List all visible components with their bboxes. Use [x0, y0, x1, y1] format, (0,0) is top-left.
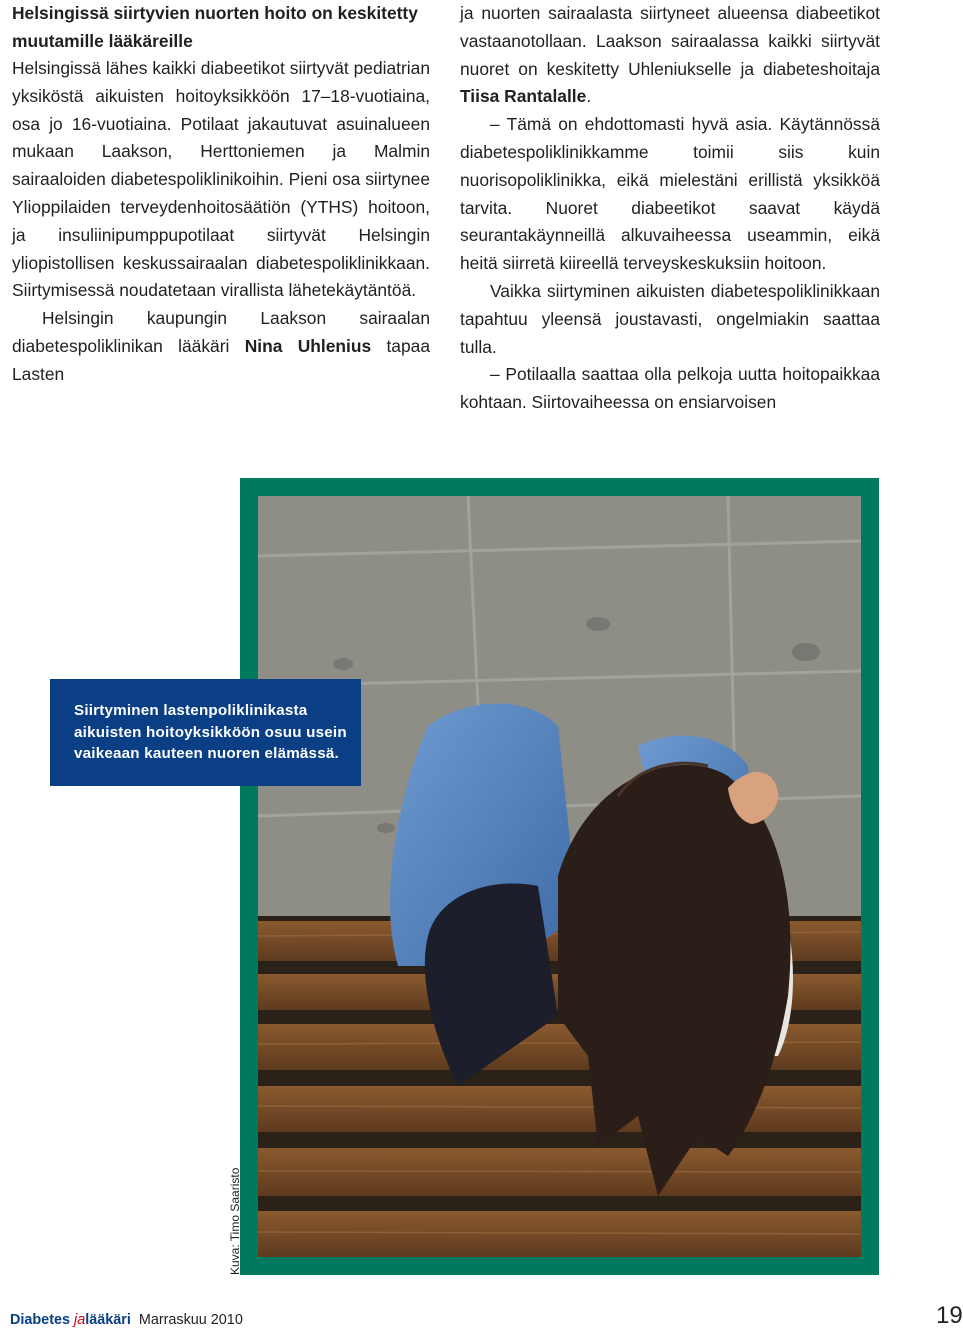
- paragraph-text: Helsingin kaupungin Laakson sairaalan diabetespoliklinikan lääkäri: [12, 308, 430, 356]
- page-number: 19: [936, 1302, 963, 1329]
- article-photo: [258, 496, 861, 1257]
- magazine-name: Diabetes: [10, 1312, 70, 1328]
- photo-frame: [240, 478, 879, 1275]
- paragraph: [12, 55, 430, 305]
- caption-line: aikuisten hoitoyksikköön osuu usein: [74, 723, 347, 741]
- paragraph: – Potilaalla saattaa olla pelkoja uutta hoitopaikkaa kohtaan. Siirtovaiheessa on ensiarvoisen: [460, 364, 880, 413]
- issue-date: Marraskuu 2010: [138, 1312, 243, 1328]
- caption-line: vaikeaan kauteen nuoren elämässä.: [74, 745, 339, 763]
- paragraph: [12, 305, 430, 388]
- article-column-left: [12, 0, 430, 389]
- article-column-right: [460, 0, 880, 417]
- paragraph-text: ja nuorten sairaalasta siirtyneet alueensa diabeetikot vastaanotollaan. Laakson sairaalassa kaikki siirtyvät nuoret on keskitetty Uhleniukselle ja diabeteshoitaja: [460, 3, 880, 79]
- paragraph: [460, 0, 880, 111]
- photo-caption-box: [50, 679, 361, 786]
- magazine-name-connector: ja: [74, 1312, 86, 1328]
- caption-line: Siirtyminen lastenpoliklinikasta: [74, 702, 308, 719]
- section-heading: Helsingissä siirtyvien nuorten hoito on keskitetty muutamille lääkäreille: [12, 3, 418, 51]
- person-name: Nina Uhlenius: [244, 335, 372, 356]
- paragraph-text: tapaa Lasten: [12, 335, 430, 384]
- paragraph-text: .: [586, 86, 592, 107]
- magazine-name-suffix: lääkäri: [85, 1312, 131, 1328]
- photo-illustration: [258, 496, 861, 1257]
- person-name: Tiisa Rantalalle: [460, 86, 587, 107]
- paragraph: – Tämä on ehdottomasti hyvä asia. Käytännössä diabetespoliklinikkamme toimii siis kuin nuorisopoliklinikka, eikä mielestäni erillistä yksikköä tarvita. Nuoret diabeetikot saavat käydä seurantakäynneillä alkuvaiheessa useammin, eikä heitä siirretä kiireellä terveyskeskuksiin hoitoon.: [460, 114, 880, 274]
- photo-credit: Kuva: Timo Saaristo: [228, 1167, 242, 1275]
- paragraph-text: Helsingissä lähes kaikki diabeetikot siirtyvät pediatrian yksiköstä aikuisten hoitoyksikköön 17–18-vuotiaina, osa jo 16-vuotiaina. Potilaat jakautuvat asuinalueen mukaan Laakson, Herttoniemen ja Malmin sairaaloiden diabetespoliklinikoihin. Pieni osa siirtynee Ylioppilaiden terveydenhoitosäätiön (YTHS) hoitoon, ja insuliinipumppupotilaat siirtyvät Helsingin yliopistollisen keskussairaalan diabetespoliklinikkaan. Siirtymisessä noudatetaan virallista lähetekäytäntöä.: [12, 58, 430, 301]
- paragraph: Vaikka siirtyminen aikuisten diabetespoliklinikkaan tapahtuu yleensä joustavasti, ongelmiakin saattaa tulla.: [460, 280, 880, 357]
- footer: [10, 1312, 243, 1328]
